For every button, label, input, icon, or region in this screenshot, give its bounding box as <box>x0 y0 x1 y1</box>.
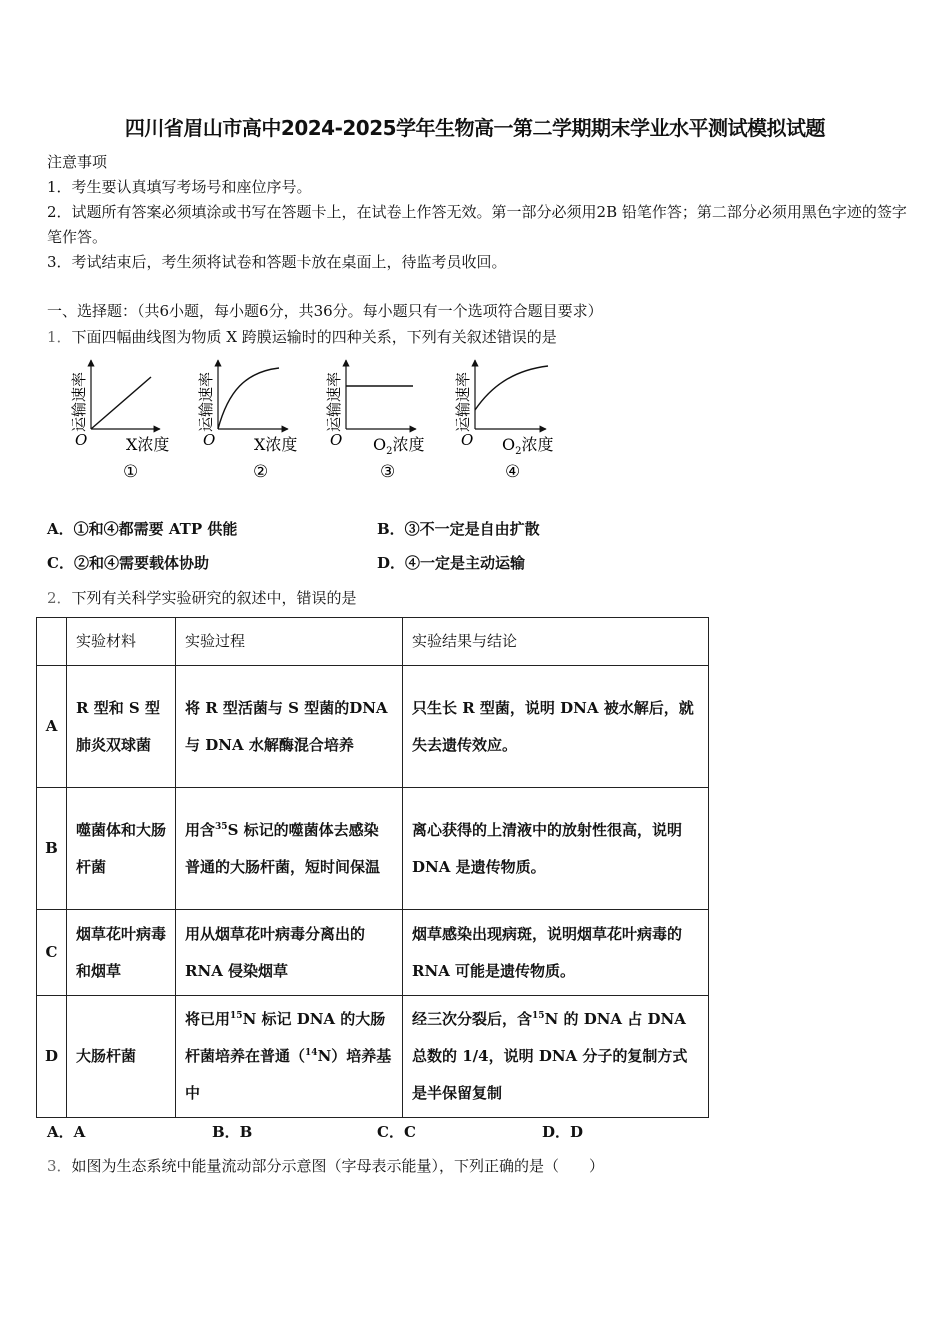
graph-1-ylabel: 运输速率 <box>70 371 88 433</box>
row-b-result: 离心获得的上清液中的放射性很高，说明 DNA 是遗传物质。 <box>403 788 709 910</box>
row-d-process: 将已用$^{15}$N 标记 DNA 的大肠杆菌培养在普通（$^{14}$N）培养基中 <box>176 996 403 1118</box>
graph-4-ylabel: 运输速率 <box>454 371 472 433</box>
graph-1-curve <box>91 377 151 429</box>
q3-number: 3． <box>47 1157 72 1175</box>
row-label-d: D <box>37 996 67 1118</box>
graph-4-curve <box>475 366 548 410</box>
graph-1-xlabel: X浓度 <box>126 435 170 454</box>
graph-4-xlabel: $O_2$浓度 <box>502 435 554 457</box>
q2-option-c[interactable]: C．C <box>377 1123 416 1141</box>
q2-stem <box>47 587 357 608</box>
graph-1 <box>70 360 169 482</box>
graph-1-tag: ① <box>123 462 139 482</box>
notice-item-2: 2．试题所有答案必须填涂或书写在答题卡上，在试卷上作答无效。第一部分必须用2B 铅笔作答；第二部分必须用黑色字迹的签字笔作答。 <box>47 203 907 246</box>
graph-2 <box>197 360 297 482</box>
notice-item-1: 1．考生要认真填写考场号和座位序号。 <box>47 178 312 196</box>
row-d-material: 大肠杆菌 <box>67 996 176 1118</box>
q2-option-b[interactable]: B．B <box>212 1123 253 1141</box>
graph-2-tag: ② <box>253 462 269 482</box>
header-material: 实验材料 <box>67 618 176 666</box>
graph-4 <box>454 360 554 482</box>
row-label-a: A <box>37 666 67 788</box>
section-heading: 一、选择题：（共6小题，每小题6分，共36分。每小题只有一个选项符合题目要求） <box>47 302 603 320</box>
row-label-b: B <box>37 788 67 910</box>
row-c-process: 用从烟草花叶病毒分离出的 RNA 侵染烟草 <box>176 910 403 996</box>
graph-3-ylabel: 运输速率 <box>325 371 343 433</box>
row-a-material: R 型和 S 型肺炎双球菌 <box>67 666 176 788</box>
q2-table <box>36 617 709 1118</box>
graph-1-origin: O <box>75 431 88 449</box>
q1-option-a[interactable]: A．①和④都需要 ATP 供能 <box>47 520 238 538</box>
notice-list <box>47 175 907 275</box>
table-header-row <box>37 618 709 666</box>
q1-text: 下面四幅曲线图为物质 X 跨膜运输时的四种关系，下列有关叙述错误的是 <box>71 328 557 346</box>
graph-4-origin: O <box>461 431 474 449</box>
graph-3-tag: ③ <box>380 462 396 482</box>
q2-option-d[interactable]: D．D <box>542 1123 584 1141</box>
table-row <box>37 996 709 1118</box>
graph-2-xlabel: X浓度 <box>254 435 298 454</box>
q1-number: 1． <box>47 328 72 346</box>
q1-option-c[interactable]: C．②和④需要载体协助 <box>47 554 209 572</box>
notice-heading: 注意事项 <box>47 153 108 171</box>
q2-option-a[interactable]: A．A <box>47 1123 86 1141</box>
q3-text: 如图为生态系统中能量流动部分示意图（字母表示能量），下列正确的是（ ） <box>71 1157 605 1175</box>
graph-3-xlabel: $O_2$浓度 <box>373 435 425 457</box>
graph-2-origin: O <box>203 431 216 449</box>
graph-2-curve <box>218 368 279 429</box>
page-title: 四川省眉山市高中2024-2025学年生物高一第二学期期末学业水平测试模拟试题 <box>124 116 826 140</box>
q3-stem <box>47 1155 604 1176</box>
q1-option-d[interactable]: D．④一定是主动运输 <box>377 554 526 572</box>
row-c-result: 烟草感染出现病斑，说明烟草花叶病毒的 RNA 可能是遗传物质。 <box>403 910 709 996</box>
header-result: 实验结果与结论 <box>403 618 709 666</box>
row-c-material: 烟草花叶病毒和烟草 <box>67 910 176 996</box>
q1-option-b[interactable]: B．③不一定是自由扩散 <box>377 520 540 538</box>
notice-item-3: 3．考试结束后，考生须将试卷和答题卡放在桌面上，待监考员收回。 <box>47 253 507 271</box>
table-row <box>37 788 709 910</box>
q1-stem <box>47 326 557 347</box>
row-a-result: 只生长 R 型菌，说明 DNA 被水解后，就失去遗传效应。 <box>403 666 709 788</box>
row-label-c: C <box>37 910 67 996</box>
row-d-result: 经三次分裂后，含$^{15}$N 的 DNA 占 DNA 总数的 1/4，说明 DNA 分子的复制方式是半保留复制 <box>403 996 709 1118</box>
row-b-process: 用含$^{35}$S 标记的噬菌体去感染普通的大肠杆菌，短时间保温 <box>176 788 403 910</box>
q2-number: 2． <box>47 589 72 607</box>
graph-3 <box>325 360 425 482</box>
graph-4-tag: ④ <box>505 462 521 482</box>
table-row <box>37 666 709 788</box>
graph-3-origin: O <box>330 431 343 449</box>
row-b-material: 噬菌体和大肠杆菌 <box>67 788 176 910</box>
row-a-process: 将 R 型活菌与 S 型菌的DNA 与 DNA 水解酶混合培养 <box>176 666 403 788</box>
q1-graphs <box>0 350 620 485</box>
header-process: 实验过程 <box>176 618 403 666</box>
table-row <box>37 910 709 996</box>
q2-text: 下列有关科学实验研究的叙述中，错误的是 <box>71 589 357 607</box>
graph-2-ylabel: 运输速率 <box>197 371 215 433</box>
